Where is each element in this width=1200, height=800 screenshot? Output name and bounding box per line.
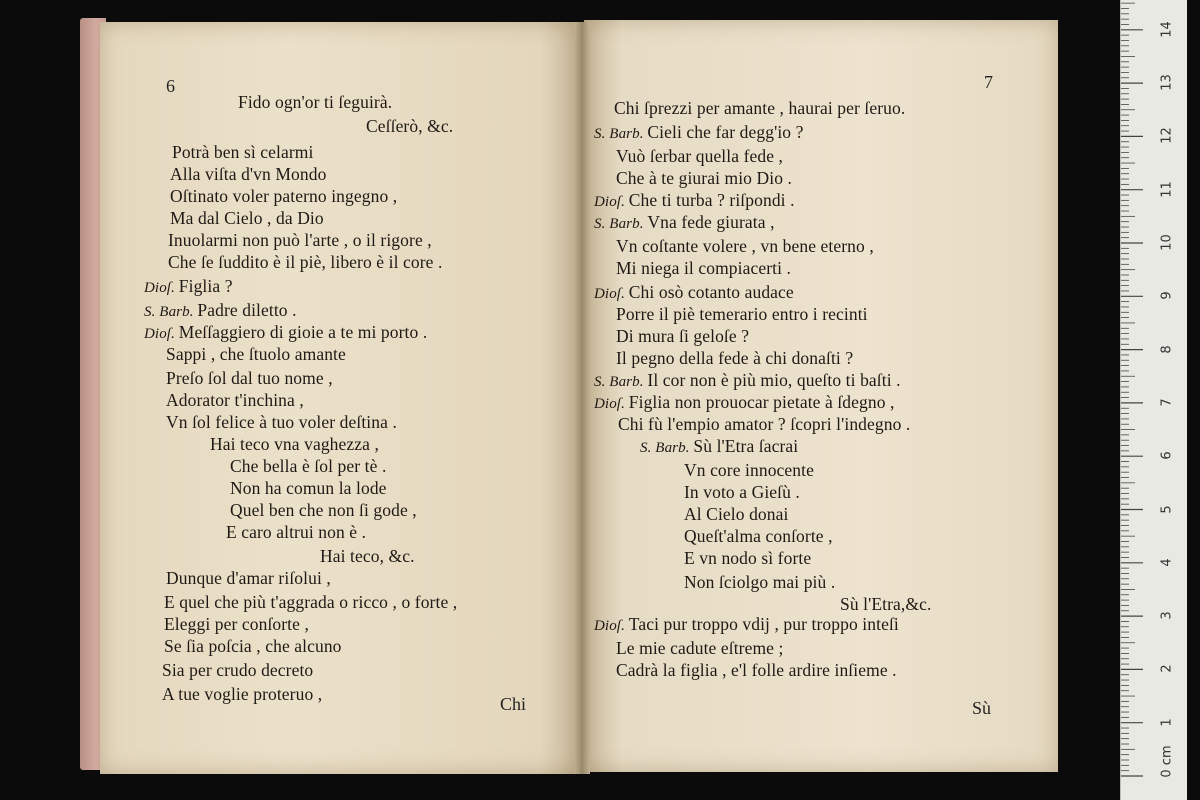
verse-text: Padre diletto . [197, 300, 297, 320]
verse-text: Eleggi per conſorte , [164, 614, 309, 634]
right-page-line [594, 190, 795, 211]
verse-text: Che à te giurai mio Dio . [616, 168, 793, 188]
speaker-label: Dioſ. [144, 326, 179, 342]
verse-text: Non ha comun la lode [230, 478, 387, 498]
left-page-number: 6 [166, 76, 175, 96]
verse-text: Quel ben che non ſi gode , [230, 500, 417, 520]
left-page-line [170, 164, 326, 185]
right-page-line [594, 122, 804, 143]
ruler-number: 8 [1159, 344, 1175, 354]
left-page-line [168, 252, 443, 273]
speaker-label: S. Barb. [594, 216, 648, 232]
left-page-line [162, 660, 313, 681]
verse-text: Che ſe ſuddito è il piè, libero è il core . [168, 252, 443, 272]
verse-text: Cieli che far degg'io ? [647, 122, 804, 142]
right-page-line [840, 594, 931, 615]
ruler-number: 4 [1159, 558, 1175, 567]
verse-text: Vna fede giurata , [647, 212, 775, 232]
ruler-number: 11 [1159, 180, 1175, 198]
speaker-label: S. Barb. [640, 440, 694, 456]
verse-text: Potrà ben sì celarmi [172, 142, 314, 162]
verse-text: Preſo ſol dal tuo nome , [166, 368, 333, 388]
measurement-ruler [1120, 0, 1187, 800]
right-page-line [616, 258, 791, 279]
ruler-number: 1 [1159, 718, 1175, 727]
verse-text: Hai teco vna vaghezza , [210, 434, 379, 454]
left-page-line [166, 412, 397, 433]
verse-text: Adorator t'inchina , [166, 390, 304, 410]
verse-text: Che ti turba ? riſpondi . [628, 190, 795, 210]
speaker-label: Dioſ. [144, 280, 179, 296]
speaker-label: Dioſ. [594, 286, 629, 302]
right-page-number: 7 [984, 72, 993, 92]
right-page-line [684, 482, 800, 503]
verse-text: Il cor non è più mio, queſto ti baſti . [647, 370, 901, 390]
verse-text: Ma dal Cielo , da Dio [170, 208, 324, 228]
ruler-number: 14 [1159, 21, 1175, 38]
right-page-line [594, 614, 899, 635]
right-catchword: Sù [972, 698, 992, 718]
verse-text: E vn nodo sì forte [684, 548, 812, 568]
verse-text: Figlia ? [178, 276, 233, 296]
ruler-number: 3 [1159, 611, 1175, 620]
right-page-line [618, 414, 910, 435]
verse-text: Sia per crudo decreto [162, 660, 314, 680]
speaker-label: Dioſ. [594, 194, 629, 210]
right-page-line [616, 326, 749, 347]
right-page-line [684, 504, 788, 525]
verse-text: Meſſaggiero di gioie a te mi porto . [178, 322, 428, 342]
left-page-line [210, 434, 379, 455]
verse-text: Inuolarmi non può l'arte , o il rigore , [168, 230, 432, 250]
right-page-line [616, 304, 868, 325]
left-page-line [164, 614, 309, 635]
verse-text: Non ſciolgo mai più . [684, 572, 836, 592]
verse-text: Porre il piè temerario entro i recinti [616, 304, 868, 324]
verse-text: Hai teco, &c. [320, 546, 415, 566]
right-page-line [616, 638, 784, 659]
left-page-line [366, 116, 453, 137]
left-page-line [166, 368, 333, 389]
verse-text: Che bella è ſol per tè . [230, 456, 387, 476]
left-page-line [162, 684, 322, 705]
right-page-line [684, 460, 814, 481]
verse-text: Sù l'Etra,&c. [840, 594, 932, 614]
right-page-line [594, 212, 775, 233]
right-page-line [684, 572, 835, 593]
verse-text: Ceſſerò, &c. [366, 116, 454, 136]
verse-text: E caro altrui non è . [226, 522, 367, 542]
verse-text: Le mie cadute eſtreme ; [616, 638, 784, 658]
ruler-number: 12 [1159, 127, 1175, 145]
left-page-line [230, 478, 387, 499]
ruler-number: 2 [1159, 664, 1175, 674]
verse-text: Queſt'alma conſorte , [684, 526, 833, 546]
verse-text: Figlia non prouocar pietate à ſdegno , [628, 392, 895, 412]
verse-text: Vn core innocente [684, 460, 814, 480]
ruler-number: 9 [1159, 291, 1175, 300]
left-page-line [166, 344, 346, 365]
verse-text: Taci pur troppo vdij , pur troppo inteſi [628, 614, 899, 634]
left-page-line [230, 500, 417, 521]
verse-text: In voto a Gieſù . [684, 482, 800, 502]
left-page-line [170, 186, 397, 207]
verse-text: Sappi , che ſtuolo amante [166, 344, 346, 364]
right-page-line [640, 436, 798, 457]
right-page-line [684, 548, 811, 569]
verse-text: Fido ogn'or ti ſeguirà. [238, 92, 393, 112]
right-page-line [616, 660, 897, 681]
ruler-number: 7 [1159, 398, 1175, 407]
verse-text: Vuò ſerbar quella fede , [616, 146, 784, 166]
ruler-number: 0 cm [1159, 745, 1175, 778]
ruler-number: 6 [1159, 451, 1175, 460]
verse-text: Dunque d'amar riſolui , [166, 568, 331, 588]
right-page-line [616, 236, 874, 257]
left-page-line [144, 300, 297, 321]
left-page-line [172, 142, 313, 163]
left-page-line [170, 208, 324, 229]
right-page-line [616, 348, 853, 369]
verse-text: Di mura ſi geloſe ? [616, 326, 750, 346]
right-page-line [594, 370, 901, 391]
left-page-line [166, 568, 331, 589]
verse-text: Al Cielo donai [684, 504, 789, 524]
left-page-line [230, 456, 386, 477]
verse-text: Vn ſol felice à tuo voler deſtina . [166, 412, 397, 432]
verse-text: Il pegno della fede à chi donaſti ? [616, 348, 854, 368]
verse-text: Chi fù l'empio amator ? ſcopri l'indegno . [618, 414, 911, 434]
speaker-label: S. Barb. [144, 304, 198, 320]
verse-text: Chi osò cotanto audace [628, 282, 794, 302]
verse-text: Chi ſprezzi per amante , haurai per ſeruo. [614, 98, 906, 118]
right-page-line [616, 168, 792, 189]
ruler-number: 10 [1159, 234, 1175, 251]
left-page-line [238, 92, 392, 113]
verse-text: Sù l'Etra ſacrai [693, 436, 799, 456]
ruler-ticks [1121, 0, 1187, 800]
verse-text: Se ſia poſcia , che alcuno [164, 636, 342, 656]
left-page-line [168, 230, 432, 251]
verse-text: Vn coſtante volere , vn bene eterno , [616, 236, 874, 256]
left-page-line [320, 546, 415, 567]
speaker-label: S. Barb. [594, 126, 648, 142]
right-page-line [684, 526, 833, 547]
right-page-line [614, 98, 905, 119]
verse-text: Mi niega il compiacerti . [616, 258, 792, 278]
left-catchword: Chi [500, 694, 527, 714]
verse-text: A tue voglie proteruo , [162, 684, 323, 704]
verse-text: Oſtinato voler paterno ingegno , [170, 186, 398, 206]
left-page-line [144, 322, 427, 343]
speaker-label: Dioſ. [594, 618, 629, 634]
left-page-line [226, 522, 366, 543]
speaker-label: Dioſ. [594, 396, 629, 412]
right-page-line [616, 146, 783, 167]
left-page-line [164, 636, 342, 657]
verse-text: E quel che più t'aggrada o ricco , o forte , [164, 592, 458, 612]
verse-text: Alla viſta d'vn Mondo [170, 164, 327, 184]
ruler-number: 13 [1159, 74, 1175, 91]
left-page-line [166, 390, 304, 411]
right-page-line [594, 392, 895, 413]
right-page-line [594, 282, 794, 303]
ruler-number: 5 [1159, 504, 1175, 514]
verse-text: Cadrà la figlia , e'l folle ardire inſieme . [616, 660, 897, 680]
left-page-line [144, 276, 233, 297]
speaker-label: S. Barb. [594, 374, 648, 390]
left-page-line [164, 592, 457, 613]
book-gutter [574, 22, 590, 774]
